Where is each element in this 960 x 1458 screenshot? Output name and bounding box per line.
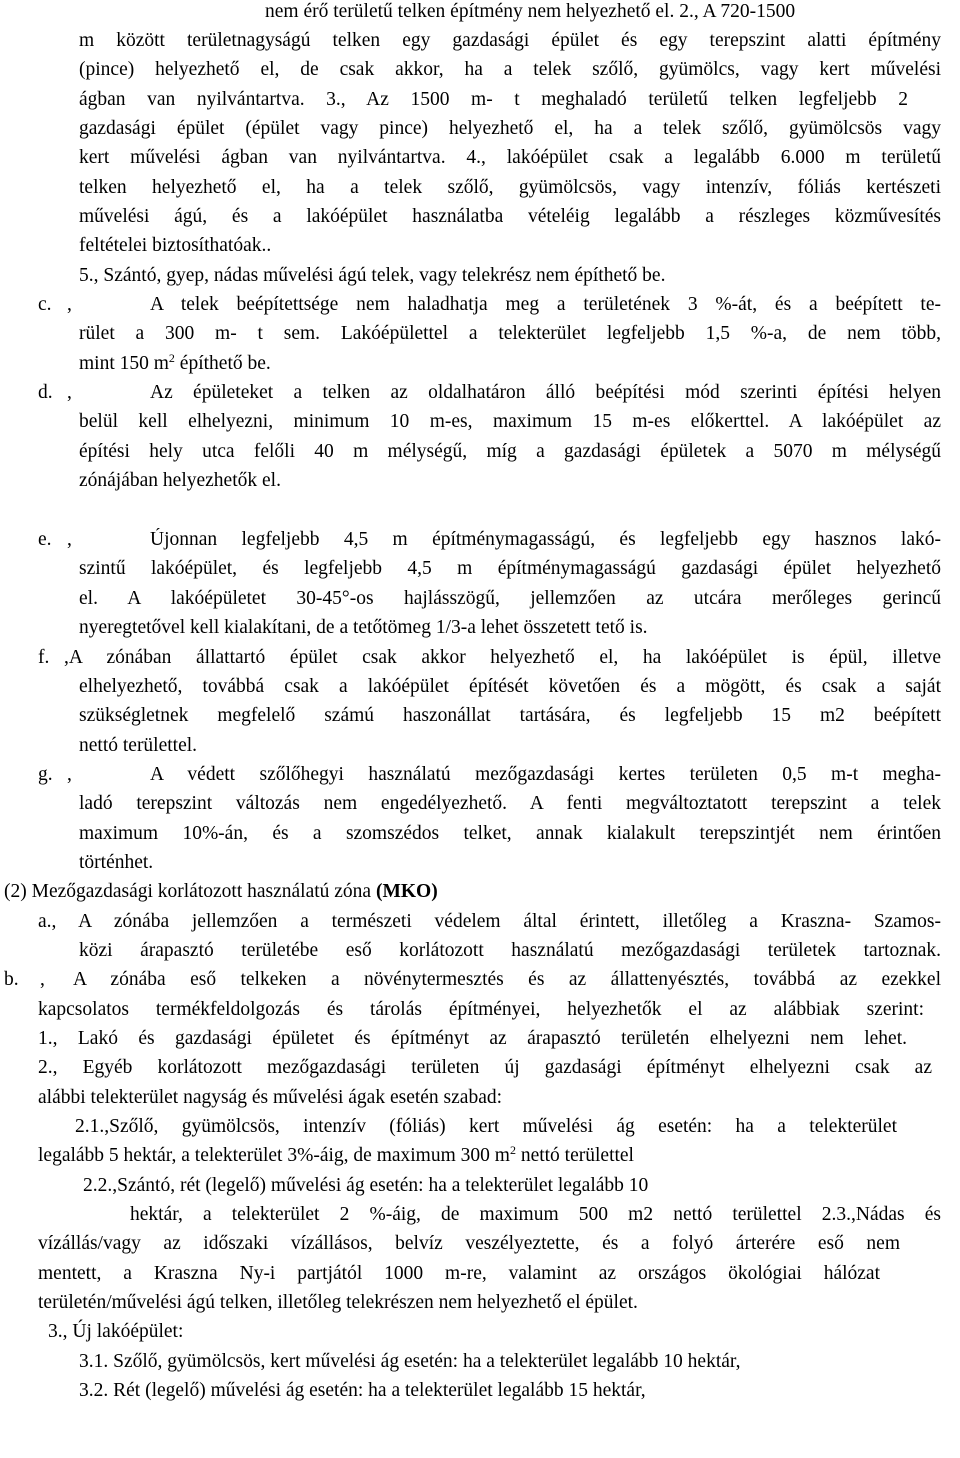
text-line: A védett szőlőhegyi használatú mezőgazdasági kertes területen 0,5 m-t megha- (150, 764, 941, 785)
text-line: vízállás/vagy az időszaki vízállásos, belvíz veszélyeztette, és a folyó árterére eső nem (38, 1233, 900, 1254)
text-line: (pince) helyezhető el, de csak akkor, ha a telek szőlő, gyümölcs, vagy kert művelési (79, 59, 941, 80)
text-line: művelési ágú, és a lakóépület használatba vételéig legalább a részleges közművesítés (79, 206, 941, 227)
zone-code: (MKO) (375, 881, 438, 902)
text-line: telken helyezhető el, ha a telek szőlő, gyümölcsös, vagy intenzív, fóliás kertészeti (79, 177, 941, 198)
text-line: ladó terepszint változás nem engedélyezhető. A fenti megváltoztatott terepszint a telek (79, 793, 941, 814)
item-label-c: c. (38, 294, 52, 315)
section-title: (2) Mezőgazdasági korlátozott használatú zóna (4, 881, 376, 902)
item-label-d: d. (38, 382, 53, 403)
text-run: mint 150 m (79, 353, 169, 374)
text-line: a., A zónába jellemzően a természeti védelem által érintett, illetőleg a Kraszna- Szamos- (38, 911, 941, 932)
text-line: zónájában helyezhetők el. (79, 470, 281, 491)
text-line: mentett, a Kraszna Ny-i partjától 1000 m-re, valamint az országos ökológiai hálózat (38, 1263, 880, 1284)
text-run: legalább 5 hektár, a telekterület 3%-áig, de maximum 300 m (38, 1145, 510, 1166)
text-run: építhető be. (174, 353, 271, 374)
text-line: építési hely utca felőli 40 m mélységű, míg a gazdasági épületek a 5070 m mélységű (79, 441, 941, 462)
text-line (79, 352, 271, 376)
text-line: nettó területtel. (79, 735, 198, 756)
section-heading (4, 880, 438, 904)
item-label-b: b. (4, 969, 19, 990)
text-line: szintű lakóépület, és legfeljebb 4,5 m építménymagasságú gazdasági épület helyezhető (79, 558, 941, 579)
text-line: nyeregtetővel kell kialakítani, de a tetőtömeg 1/3-a lehet összetett tető is. (79, 617, 648, 638)
text-line: 5., Szántó, gyep, nádas művelési ágú telek, vagy telekrész nem építhető be. (79, 265, 666, 286)
text-line (38, 1144, 634, 1168)
text-line: ,A zónában állattartó épület csak akkor helyezhető el, ha lakóépület is épül, illetve (64, 647, 941, 668)
text-line: Az épületeket a telken az oldalhatáron álló beépítési mód szerinti építési helyen (150, 382, 941, 403)
text-line: ágban van nyilvántartva. 3., Az 1500 m- t meghaladó területű telken legfeljebb 2 (79, 89, 908, 110)
text-line: 1., Lakó és gazdasági épületet és építményt az árapasztó területén elhelyezni nem lehet. (38, 1028, 907, 1049)
superscript: 2 (168, 351, 175, 365)
text-line: gazdasági épület (épület vagy pince) helyezhető el, ha a telek szőlő, gyümölcsös vagy (79, 118, 941, 139)
text-line: területén/művelési ágú telken, illetőleg telekrészen nem helyezhető el épület. (38, 1292, 638, 1313)
text-line: 2., Egyéb korlátozott mezőgazdasági területen új gazdasági építményt elhelyezni csak az (38, 1057, 932, 1078)
text-line: 3., Új lakóépület: (48, 1321, 184, 1342)
text-line: történhet. (79, 852, 154, 873)
text-line: A telek beépítettsége nem haladhatja meg a területének 3 %-át, és a beépített te- (150, 294, 941, 315)
text-line: alábbi telekterület nagyság és művelési ágak esetén szabad: (38, 1087, 503, 1108)
item-label-g: g. (38, 764, 53, 785)
item-label-e: e. (38, 529, 52, 550)
text-line: Újonnan legfeljebb 4,5 m építménymagasságú, és legfeljebb egy hasznos lakó- (150, 529, 941, 550)
text-line: nem érő területű telken építmény nem helyezhető el. 2., A 720-1500 (265, 1, 796, 22)
text-line: kert művelési ágban van nyilvántartva. 4., lakóépület csak a legalább 6.000 m területű (79, 147, 941, 168)
text-line: A zónába eső telkeken a növénytermesztés és az állattenyésztés, továbbá az ezekkel (73, 969, 941, 990)
text-line: 3.2. Rét (legelő) művelési ág esetén: ha a telekterület legalább 15 hektár, (79, 1380, 646, 1401)
item-label-comma: , (67, 382, 72, 403)
text-line: 2.2.,Szántó, rét (legelő) művelési ág esetén: ha a telekterület legalább 10 (83, 1175, 649, 1196)
text-line: hektár, a telekterület 2 %-áig, de maximum 500 m2 nettó területtel 2.3.,Nádas és (130, 1204, 941, 1225)
text-line: maximum 10%-án, és a szomszédos telket, annak kialakult terepszintjét nem érintően (79, 823, 941, 844)
text-line: feltételei biztosíthatóak.. (79, 235, 272, 256)
text-line: m között területnagyságú telken egy gazdasági épület és egy terepszint alatti építmény (79, 30, 941, 51)
text-line: rület a 300 m- t sem. Lakóépülettel a telekterület legfeljebb 1,5 %-a, de nem több, (79, 323, 941, 344)
text-run: nettó területtel (515, 1145, 634, 1166)
text-line: el. A lakóépületet 30-45°-os hajlásszögű, jellemzően az utcára merőleges gerincű (79, 588, 941, 609)
text-line: elhelyezhető, továbbá csak a lakóépület építését követően és a mögött, és csak a saját (79, 676, 941, 697)
text-line: 2.1.,Szőlő, gyümölcsös, intenzív (fóliás) kert művelési ág esetén: ha a telekterület (75, 1116, 897, 1137)
item-label-comma: , (67, 529, 72, 550)
item-label-f: f. (38, 647, 50, 668)
text-line: kapcsolatos termékfeldolgozás és tárolás építményei, helyezhetők el az alábbiak szerint: (38, 999, 924, 1020)
item-label-comma: , (67, 294, 72, 315)
superscript: 2 (509, 1143, 516, 1157)
text-line: 3.1. Szőlő, gyümölcsös, kert művelési ág esetén: ha a telekterület legalább 10 hektár, (79, 1351, 741, 1372)
text-line: belül kell elhelyezni, minimum 10 m-es, maximum 15 m-es előkerttel. A lakóépület az (79, 411, 941, 432)
text-line: közi árapasztó területébe eső korlátozott használatú mezőgazdasági területek tartoznak. (79, 940, 941, 961)
text-line: szükségletnek megfelelő számú haszonállat tartására, és legfeljebb 15 m2 beépített (79, 705, 941, 726)
item-label-comma: , (40, 969, 45, 990)
item-label-comma: , (67, 764, 72, 785)
